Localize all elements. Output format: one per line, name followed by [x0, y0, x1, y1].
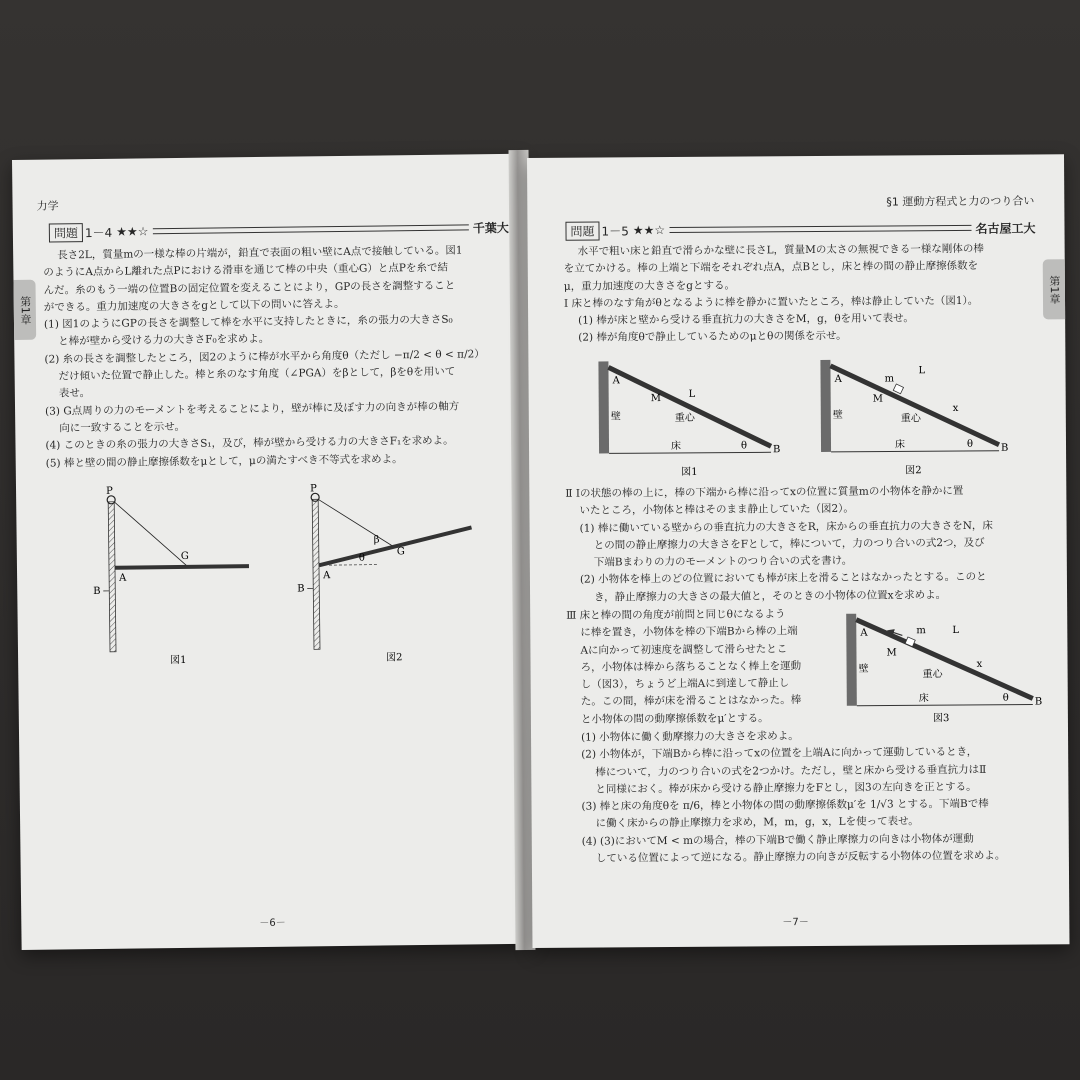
label-a: A: [612, 375, 620, 387]
right-figures-1-2: [594, 351, 1025, 484]
right-chapter-tab: 第1章: [1043, 259, 1065, 319]
fig1-caption: 図1: [170, 654, 187, 667]
part-line: (2) 棒が角度θで静止しているためのμとθの関係を示せ。: [578, 330, 847, 345]
label-b: B: [1000, 442, 1009, 454]
label-theta: θ: [1002, 692, 1009, 704]
statement-line: ができる。重力加速度の大きさをgとして以下の問いに答えよ。: [43, 297, 345, 314]
fig3-caption: 図3: [932, 713, 950, 725]
question-line: (2) 小物体が，下端Bから棒に沿ってxの位置を上端Aに向かって運動しているとき，: [581, 746, 978, 761]
left-chapter-tab: 第1章: [13, 280, 36, 340]
label-floor: 床: [894, 439, 906, 451]
wall-block: [846, 614, 857, 706]
label-m-mass: M: [650, 393, 661, 405]
question-line: と同様におく。棒が床から受ける静止摩擦力をFとし，図3の左向きを正とする。: [595, 780, 977, 796]
label-p: P: [105, 485, 113, 497]
string-line: [114, 501, 187, 567]
label-wall: 壁: [832, 409, 843, 421]
right-page-number: －7－: [782, 917, 809, 929]
floor-line: [831, 451, 999, 452]
statement-line: 長さ2L，質量mの一様な棒の片端が，鉛直で表面の粗い壁にA点で接触している。図1: [57, 244, 463, 262]
label-p: P: [309, 483, 317, 495]
left-figures: [76, 479, 508, 674]
label-theta: θ: [740, 440, 748, 452]
label-m-small: m: [884, 373, 895, 385]
part-line: (1) 棒が床と壁から受ける垂直抗力の大きさをM，g，θを用いて表せ。: [578, 312, 914, 327]
label-l: L: [918, 365, 926, 377]
difficulty-stars: ★★☆: [116, 224, 149, 239]
left-page-number: －6－: [259, 917, 286, 930]
label-x: x: [976, 658, 983, 670]
label-x: x: [952, 402, 959, 415]
part-line: いたところ，小物体と棒はそのまま静止していた（図2）。: [579, 503, 854, 517]
question-line: (3) G点周りの力のモーメントを考えることにより，壁が棒に及ぼす力の向きが棒の軸方: [44, 400, 460, 418]
right-page: [527, 154, 1070, 948]
label-a: A: [834, 373, 842, 385]
label-b: B: [297, 583, 305, 595]
problem-number: 1－5: [601, 223, 629, 238]
label-m-mass: M: [886, 647, 897, 659]
wall-block: [820, 360, 831, 452]
left-running-head: 力学: [36, 199, 59, 213]
right-part-2: [565, 482, 1036, 606]
wall-block: [598, 361, 609, 453]
right-running-head: §1 運動方程式と力のつり合い: [886, 194, 1035, 209]
part-line: Aに向かって初速度を調整して滑らせたとこ: [580, 642, 788, 657]
statement-line: 水平で粗い床と鉛直で滑らかな壁に長さL，質量Mの太さの無視できる一様な剛体の棒: [577, 242, 984, 258]
label-center-of-gravity: 重心: [674, 412, 695, 424]
question-line: だけ傾いた位置で静止した。棒と糸のなす角度（∠PGA）をβとして，βをθを用いて: [58, 365, 456, 383]
problem-box-label: 問題: [49, 223, 83, 242]
title-rule: [669, 225, 971, 233]
label-a: A: [119, 572, 127, 584]
label-l: L: [952, 624, 959, 637]
statement-line: μ，重力加速度の大きさをgとする。: [563, 279, 735, 293]
right-figure-3: [842, 606, 1043, 727]
wall-hatch: [312, 499, 320, 649]
label-theta: θ: [966, 438, 974, 450]
string-line: [318, 498, 395, 548]
rod-line: [856, 618, 1033, 699]
question-line: (2) 糸の長さを調整したところ，図2のように棒が水平から角度θ（ただし −π/2 < θ < π/2）: [44, 348, 485, 366]
label-wall: 壁: [858, 663, 869, 675]
question-line: (3) 棒と床の角度θを π/6，棒と小物体の間の動摩擦係数μ′を 1/√3 とする。下端Bで棒: [581, 797, 989, 813]
label-center-of-gravity: 重心: [922, 669, 943, 681]
part-line: に棒を置き，小物体を棒の下端Bから棒の上端: [580, 625, 798, 639]
right-figure-2: [820, 359, 1008, 477]
rod-tilted: [319, 527, 472, 565]
label-beta: β: [373, 534, 380, 546]
label-g: G: [396, 546, 405, 558]
label-g: G: [180, 550, 189, 562]
label-a: A: [323, 570, 331, 582]
part-line: き，静止摩擦力の大きさの最大値と，そのときの小物体の位置xを求めよ。: [594, 588, 947, 604]
label-floor: 床: [918, 693, 929, 705]
left-page: [12, 154, 532, 950]
part-line: た。この間，棒が床を滑ることはなかった。棒: [580, 694, 802, 709]
part-line: との間の静止摩擦力の大きさをFとして，棒について，力のつり合いの式2つ，及び: [593, 536, 985, 552]
question-line: に働く床からの静止摩擦力を求め，M，m，g，x，Lを使って表せ。: [595, 815, 919, 831]
problem-box-label: 問題: [565, 221, 599, 240]
label-center-of-gravity: 重心: [900, 413, 921, 425]
question-line: している位置によって逆になる。静止摩擦力の向きが反転する小物体の位置を求めよ。: [595, 849, 1006, 865]
statement-line: んだ。糸のもう一端の位置Bの固定位置を変えることにより，GPの長さを調整すること: [43, 279, 456, 297]
question-line: (1) 図1のようにGPの長さを調整して棒を水平に支持したときに，糸の張力の大きさS₀: [43, 313, 453, 331]
part-line: Ⅰ 床と棒のなす角がθとなるように棒を静かに置いたところ，棒は静止していた（図1）。: [563, 294, 979, 310]
label-floor: 床: [670, 440, 682, 453]
problem-number: 1－4: [84, 225, 113, 240]
label-b: B: [1034, 696, 1043, 708]
figure-2: [296, 481, 473, 664]
statement-line: を立てかける。棒の上端と下端をそれぞれ点A，点Bとし，床と棒の間の静止摩擦係数を: [563, 260, 979, 276]
fig1-caption: 図1: [681, 466, 698, 478]
label-m-mass: M: [872, 393, 883, 405]
question-line: 向に一致することを示せ。: [59, 420, 186, 435]
question-line: 棒について，力のつり合いの式を2つかけ。ただし，壁と床から受ける垂直抗力はⅡ: [595, 763, 987, 779]
label-m-small: m: [916, 625, 926, 637]
rod-line: [830, 365, 999, 446]
label-wall: 壁: [610, 411, 621, 423]
part-line: (1) 棒に働いている壁からの垂直抗力の大きさをR，床からの垂直抗力の大きさをN，床: [579, 519, 993, 535]
label-theta: θ: [358, 552, 365, 564]
figure-1: [92, 484, 250, 667]
university-name: 千葉大: [472, 220, 509, 235]
part-line: (2) 小物体を棒上のどの位置においても棒が床上を滑ることはなかったとする。このと: [579, 571, 987, 587]
question-line: (1) 小物体に働く動摩擦力の大きさを求めよ。: [581, 730, 799, 744]
label-l: L: [688, 388, 696, 400]
part-line: Ⅱ Ⅰの状態の棒の上に，棒の下端から棒に沿ってxの位置に質量mの小物体を静かに置: [565, 484, 964, 500]
question-line: (4) このときの糸の張力の大きさS₁，及び，棒が壁から受ける力の大きさF₁を求めよ。: [45, 434, 454, 452]
floor-line: [609, 452, 771, 453]
small-block: [893, 384, 903, 394]
part-line: Ⅲ 床と棒の間の角度が前問と同じθになるよう: [566, 608, 786, 622]
right-problem-statement: [564, 240, 1035, 347]
label-a: A: [860, 627, 868, 639]
fig2-caption: 図2: [905, 465, 922, 477]
part-line: と小物体の間の動摩擦係数をμ′とする。: [580, 712, 769, 726]
statement-line: のようにA点からL離れた点Pにおける滑車を通じて棒の中央（重心G）と点Pを糸で結: [43, 261, 449, 279]
university-name: 名古屋工大: [975, 220, 1036, 236]
floor-line: [857, 704, 1033, 705]
wall-hatch: [108, 502, 116, 652]
right-part-3-questions: [567, 726, 1048, 868]
label-b: B: [93, 585, 101, 598]
part-line: ろ，小物体は棒から落ちることなく棒上を運動: [580, 659, 802, 674]
part-line: 下端Bまわりの力のモーメントのつり合いの式を書け。: [593, 554, 853, 569]
difficulty-stars: ★★☆: [632, 223, 666, 238]
left-problem-statement: [43, 242, 516, 473]
question-line: 表せ。: [58, 387, 91, 400]
left-problem-title: [49, 216, 509, 244]
question-line: (4) (3)においてM < mの場合，棒の下端Bで働く静止摩擦力の向きは小物体が運動: [581, 832, 974, 848]
right-part-3: [566, 606, 837, 729]
question-line: と棒が壁から受ける力の大きさF₀を求めよ。: [58, 333, 270, 348]
label-b: B: [773, 444, 781, 456]
part-line: し（図3），ちょうど上端Aに到達して静止し: [580, 677, 790, 691]
right-figure-1: [598, 360, 780, 478]
title-rule: [152, 224, 468, 234]
right-problem-title: [565, 216, 1035, 241]
rod-horizontal: [115, 566, 249, 568]
fig2-caption: 図2: [386, 652, 403, 664]
rod-line: [608, 366, 771, 447]
question-line: (5) 棒と壁の間の静止摩擦係数をμとして，μの満たすべき不等式を求めよ。: [45, 452, 403, 470]
